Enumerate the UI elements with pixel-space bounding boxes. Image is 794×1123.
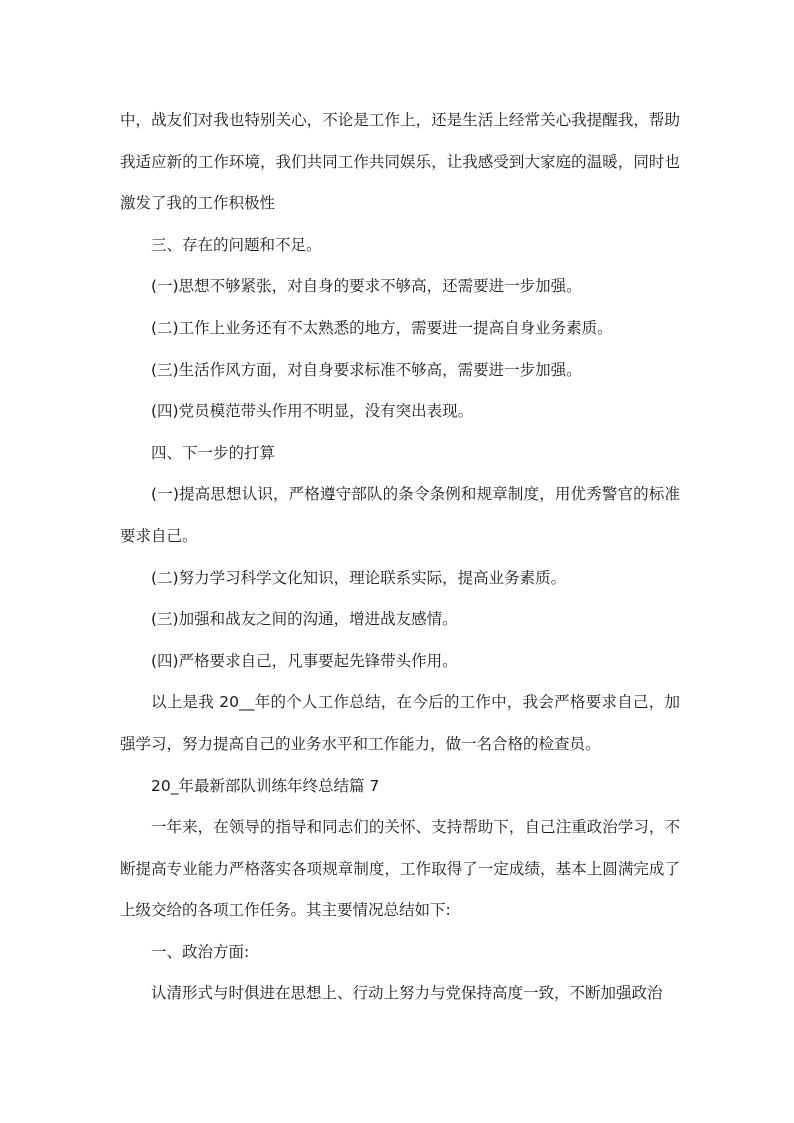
paragraph-problem-4: (四)党员模范带头作用不明显，没有突出表现。 [151, 402, 474, 421]
paragraph-plan-4: (四)严格要求自己，凡事要起先锋带头作用。 [151, 651, 458, 670]
document-body [120, 100, 680, 1015]
section-heading-next-steps: 四、下一步的打算 [151, 443, 276, 462]
section-heading-problems: 三、存在的问题和不足。 [151, 235, 322, 254]
paragraph-plan-1: (一)提高思想认识，严格遵守部队的条令条例和规章制度，用优秀警官的标准要求自己。 [120, 485, 680, 545]
paragraph-plan-2: (二)努力学习科学文化知识，理论联系实际，提高业务素质。 [151, 568, 567, 587]
paragraph-continuation: 中，战友们对我也特别关心，不论是工作上，还是生活上经常关心我提醒我，帮助我适应新的工作环境，我们共同工作共同娱乐，让我感受到大家庭的温暖，同时也激发了我的工作积极性 [120, 111, 680, 213]
section-heading-politics: 一、政治方面: [151, 942, 250, 961]
paragraph-intro: 一年来，在领导的指导和同志们的关怀、支持帮助下，自己注重政治学习，不断提高专业能力严格落实各项规章制度，工作取得了一定成绩，基本上圆满完成了上级交给的各项工作任务。其主要情况总结如下: [120, 818, 680, 920]
paragraph-conclusion: 以上是我 20__年的个人工作总结，在今后的工作中，我会严格要求自己，加强学习，努力提高自己的业务水平和工作能力，做一名合格的检查员。 [120, 693, 680, 753]
paragraph-politics: 认清形式与时俱进在思想上、行动上努力与党保持高度一致，不断加强政治 [151, 984, 663, 1003]
paragraph-problem-2: (二)工作上业务还有不太熟悉的地方，需要进一提高自身业务素质。 [151, 318, 613, 337]
paragraph-plan-3: (三)加强和战友之间的沟通，增进战友感情。 [151, 610, 458, 629]
article-title: 20_年最新部队训练年终总结篇 7 [151, 776, 380, 795]
paragraph-problem-1: (一)思想不够紧张，对自身的要求不够高，还需要进一步加强。 [151, 277, 582, 296]
paragraph-problem-3: (三)生活作风方面，对自身要求标准不够高，需要进一步加强。 [151, 360, 582, 379]
